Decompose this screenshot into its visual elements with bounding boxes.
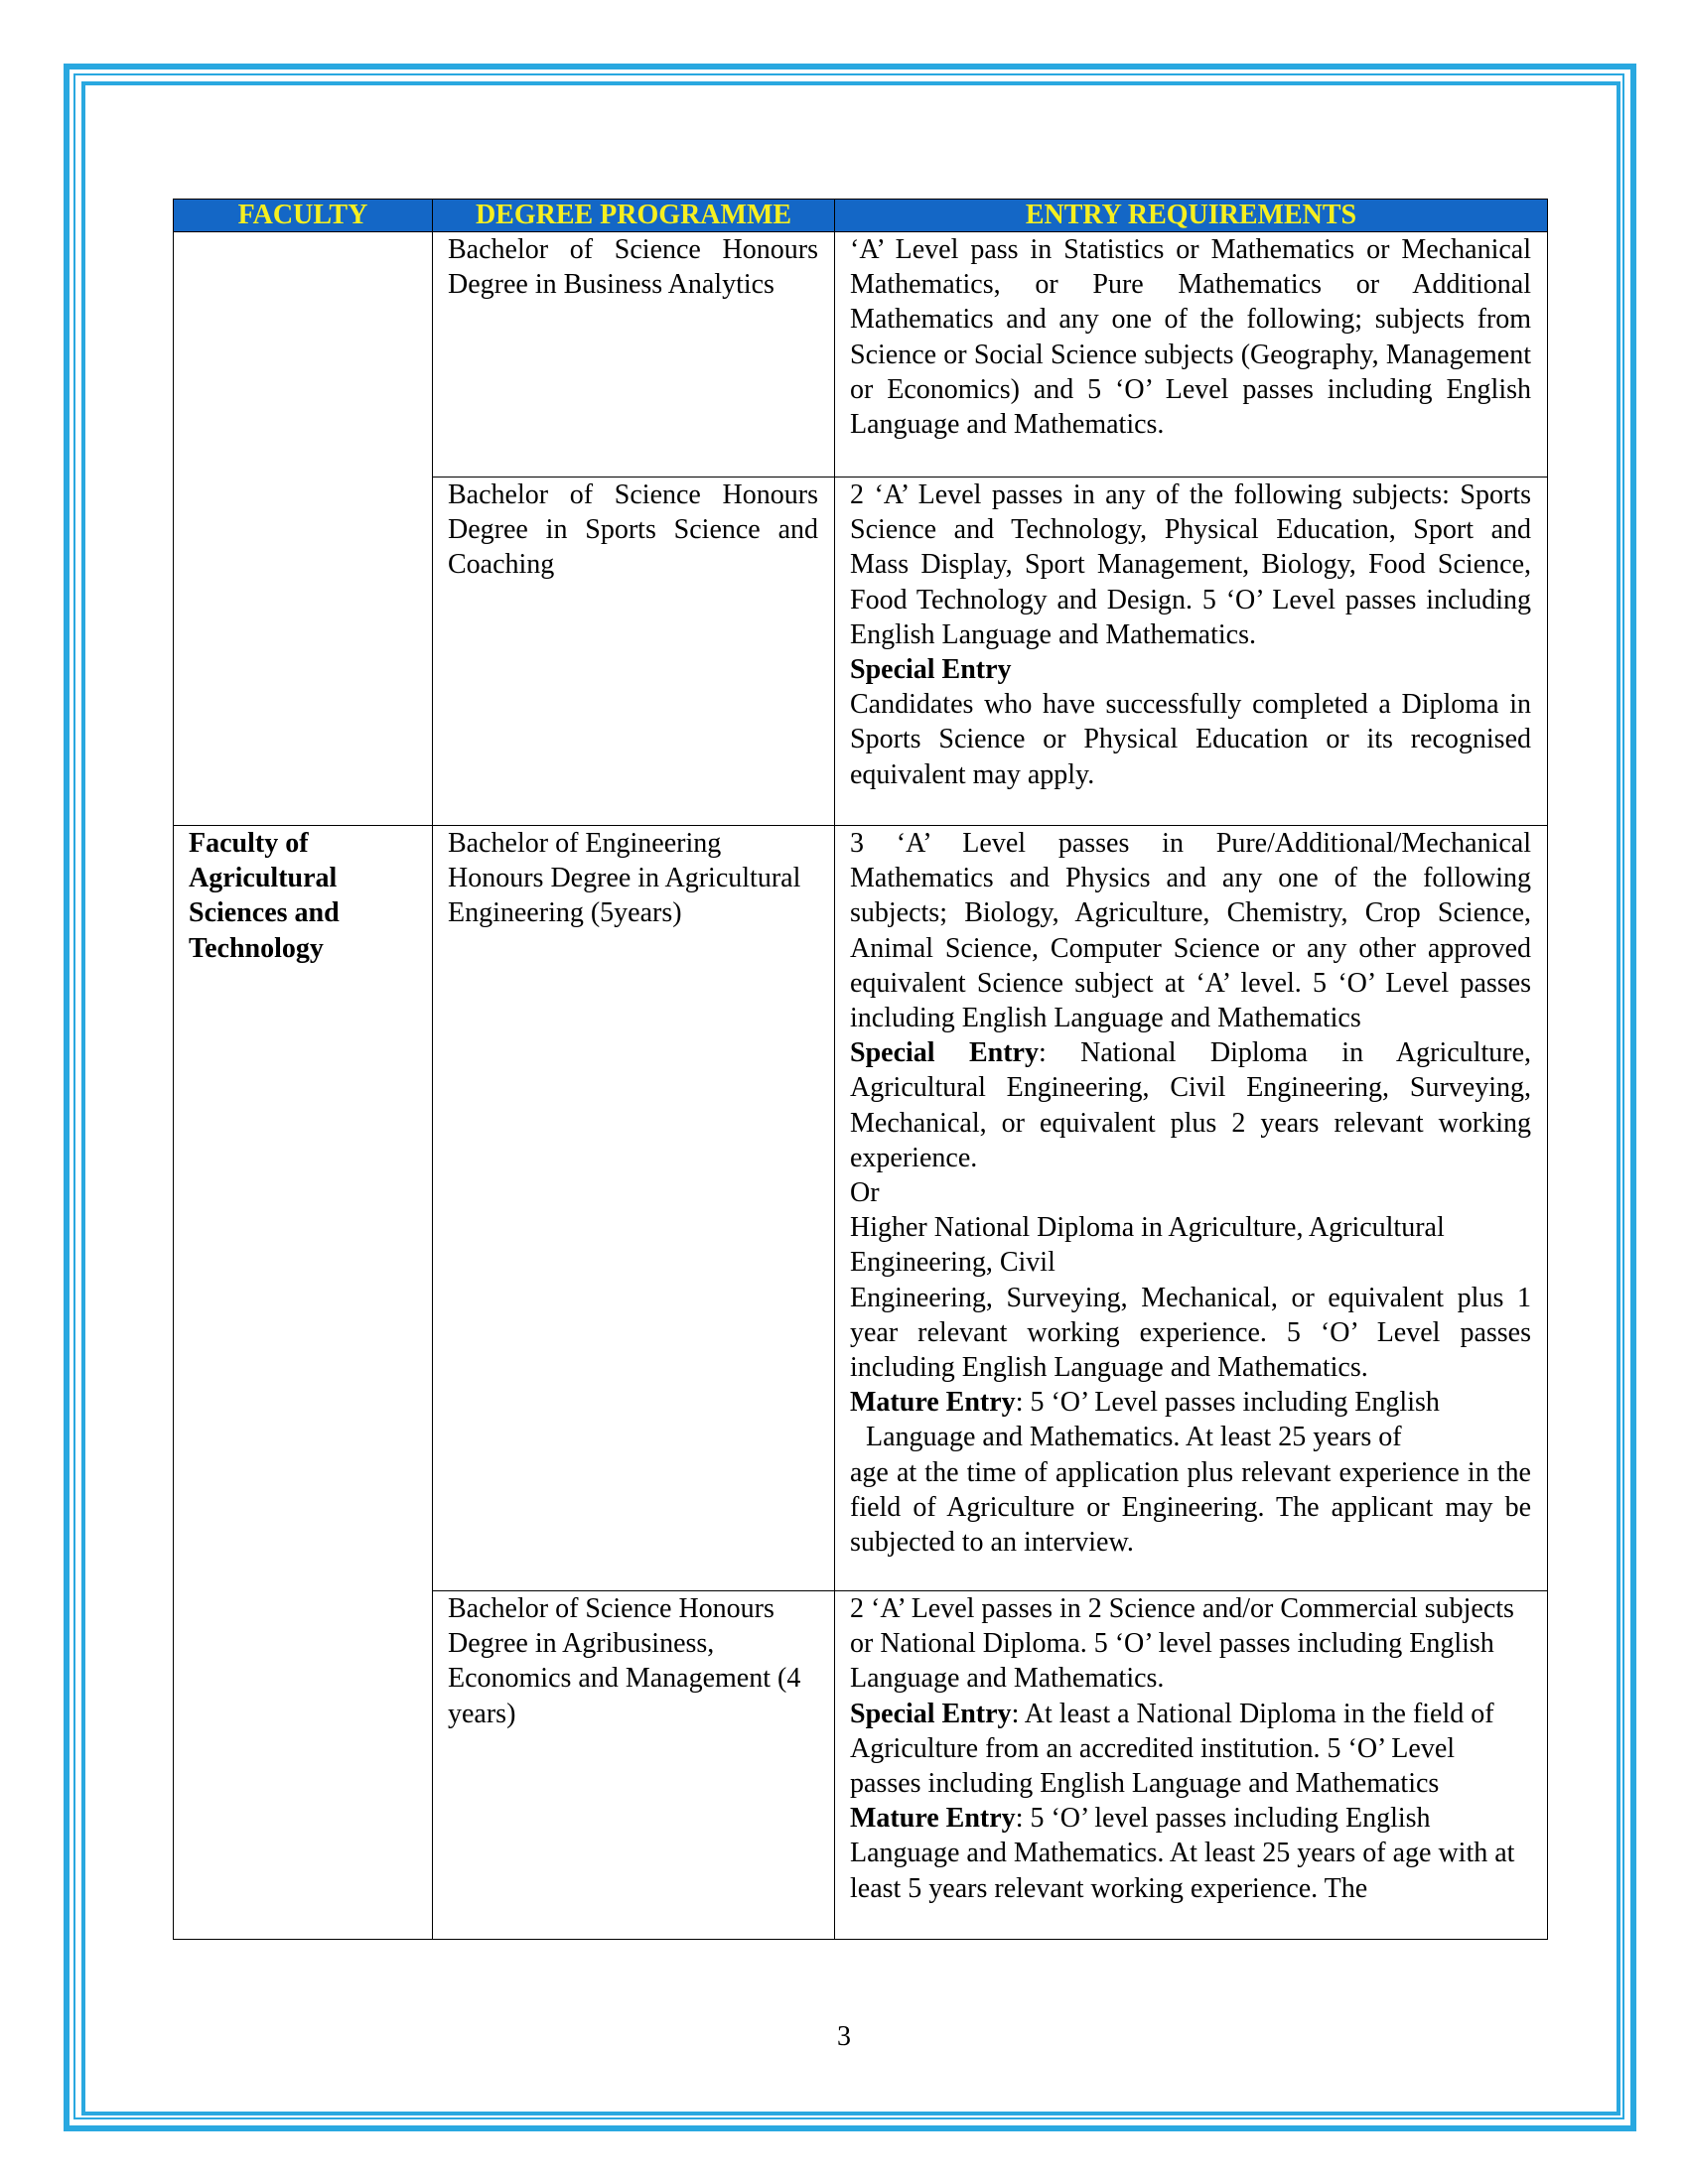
mature-entry-label: Mature Entry [850,1803,1016,1835]
requirements-text: 2 ‘A’ Level passes in 2 Science and/or Commercial subjects or National Diploma. 5 ‘O’ level passes including English Language and Mathematics. [850,1593,1514,1695]
special-entry-text: Candidates who have successfully completed a Diploma in Sports Science or Physical Education or its recognised equivalent may apply. [850,689,1531,790]
mature-entry-text: : 5 ‘O’ Level passes including English [1015,1387,1440,1419]
table-row [174,232,1548,478]
special-entry-label: Special Entry [850,1698,1012,1729]
programme-cell: Bachelor of Science Honours Degree in Business Analytics [433,232,835,478]
table-row [174,826,1548,1591]
or-text: Or [850,1177,880,1209]
special-entry-text: : National Diploma in Agriculture, Agricultural Engineering, Civil Engineering, Surveying, Mechanical, or equivalent plus 2 years relevant working experience. [850,1037,1531,1173]
special-entry-label: Special Entry [850,654,1012,686]
requirements-text: 3 ‘A’ Level passes in Pure/Additional/Mechanical Mathematics and Physics and any one of the following subjects; Biology, Agriculture, Chemistry, Crop Science, Animal Science, Computer Science or any other approved equivalent Science subject at ‘A’ level. 5 ‘O’ Level passes including English Language and Mathematics [850,828,1531,1034]
entry-requirements-table [173,199,1548,1940]
requirements-text: ‘A’ Level pass in Statistics or Mathematics or Mechanical Mathematics, or Pure Mathematics or Additional Mathematics and any one of the following; subjects from Science or Social Science subjects (Geography, Management or Economics) and 5 ‘O’ Level passes including English Language and Mathematics. [850,234,1531,441]
requirements-text: 2 ‘A’ Level passes in any of the following subjects: Sports Science and Technology, Physical Education, Sport and Mass Display, Sport Management, Biology, Food Science, Food Technology and Design. 5 ‘O’ Level passes including English Language and Mathematics. [850,479,1531,650]
mature-entry-text: Language and Mathematics. At least 25 years of [866,1422,1402,1453]
requirements-cell [835,478,1548,826]
faculty-cell [174,232,433,826]
mature-entry-text: : 5 ‘O’ level passes including English Language and Mathematics. At least 25 years of age with at least 5 years relevant working experience. The [850,1803,1515,1904]
header-faculty: FACULTY [174,200,433,232]
table-header-row [174,200,1548,232]
mature-entry-label: Mature Entry [850,1387,1016,1419]
page-number: 3 [837,2021,851,2052]
special-entry-text: : At least a National Diploma in the field of Agriculture from an accredited institution. 5 ‘O’ Level passes including English Language and Mathematics [850,1698,1494,1800]
hnd-text-line1: Higher National Diploma in Agriculture, Agricultural Engineering, Civil [850,1212,1445,1279]
requirements-cell [835,826,1548,1591]
programme-cell: Bachelor of Engineering Honours Degree in Agricultural Engineering (5years) [433,826,835,1591]
programme-cell: Bachelor of Science Honours Degree in Sports Science and Coaching [433,478,835,826]
requirements-cell [835,232,1548,478]
programme-cell: Bachelor of Science Honours Degree in Agribusiness, Economics and Management (4 years) [433,1591,835,1940]
mature-entry-text: age at the time of application plus relevant experience in the field of Agriculture or Engineering. The applicant may be subjected to an interview. [850,1456,1531,1559]
hnd-text-line2: Engineering, Surveying, Mechanical, or equivalent plus 1 year relevant working experience. 5 ‘O’ Level passes including English Language and Mathematics. [850,1282,1531,1384]
requirements-cell [835,1591,1548,1940]
faculty-cell: Faculty of Agricultural Sciences and Technology [174,826,433,1940]
header-entry-requirements: ENTRY REQUIREMENTS [835,200,1548,232]
header-degree-programme: DEGREE PROGRAMME [433,200,835,232]
special-entry-label: Special Entry [850,1037,1039,1069]
